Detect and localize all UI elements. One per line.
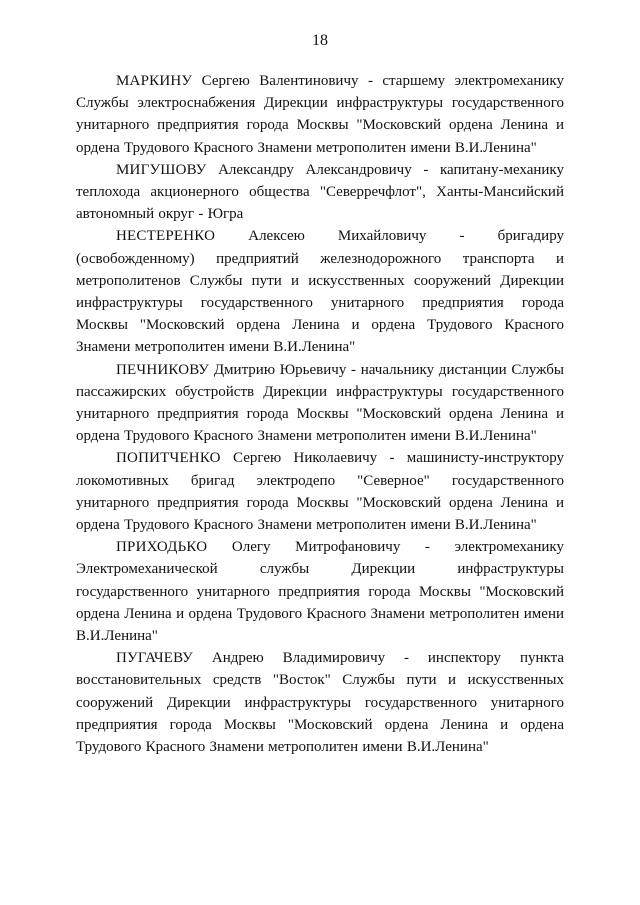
recipient-surname: ПЕЧНИКОВУ: [116, 361, 210, 378]
award-entry-pugachev: [76, 647, 564, 758]
award-entry-popitchenko: [76, 447, 564, 536]
award-entry-markin: [76, 70, 564, 159]
recipient-surname: ПРИХОДЬКО: [116, 539, 208, 556]
recipient-details: Александру Александровичу - капитану-механику теплохода акционерного общества "Северречфлот", Ханты-Мансийский автономный округ - Югра: [76, 161, 564, 223]
recipient-details: Алексею Михайловичу - бригадиру (освобожденному) предприятий железнодорожного транспорта и метрополитенов Службы пути и искусственных сооружений Дирекции инфраструктуры государственного унитарного предприятия города Москвы "Московский ордена Ленина и ордена Трудового Красного Знамени метрополитен имени В.И.Ленина": [76, 228, 565, 356]
award-entry-prikhodko: [76, 536, 564, 647]
recipient-details: Андрею Владимировичу - инспектору пункта восстановительных средств "Восток" Службы пути и искусственных сооружений Дирекции инфраструктуры государственного унитарного предприятия города Москвы "Московский ордена Ленина и ордена Трудового Красного Знамени метрополитен имени В.И.Ленина": [76, 650, 564, 756]
recipient-surname: ПОПИТЧЕНКО: [116, 450, 221, 467]
award-entry-pechnikov: [76, 359, 564, 448]
award-entry-migushov: [76, 159, 564, 226]
recipient-surname: ПУГАЧЕВУ: [116, 650, 193, 667]
recipient-surname: МАРКИНУ: [116, 73, 193, 89]
recipient-details: Дмитрию Юрьевичу - начальнику дистанции Службы пассажирских обустройств Дирекции инфраструктуры государственного унитарного предприятия города Москвы "Московский ордена Ленина и ордена Трудового Красного Знамени метрополитен имени В.И.Ленина": [76, 361, 565, 445]
recipient-surname: МИГУШОВУ: [116, 161, 207, 178]
recipient-details: Сергею Николаевичу - машинисту-инструктору локомотивных бригад электродепо "Северное" государственного унитарного предприятия города Москвы "Московский ордена Ленина и ордена Трудового Красного Знамени метрополитен имени В.И.Ленина": [76, 450, 564, 534]
award-entry-nesterenko: [76, 225, 564, 358]
page-number: 18: [312, 32, 328, 49]
recipient-details: Сергею Валентиновичу - старшему электромеханику Службы электроснабжения Дирекции инфраструктуры государственного унитарного предприятия города Москвы "Московский ордена Ленина и ордена Трудового Красного Знамени метрополитен имени В.И.Ленина": [76, 73, 564, 156]
recipient-surname: НЕСТЕРЕНКО: [116, 228, 216, 245]
document-body: [76, 70, 564, 758]
recipient-details: Олегу Митрофановичу - электромеханику Электромеханической службы Дирекции инфраструктуры государственного унитарного предприятия города Москвы "Московский ордена Ленина и ордена Трудового Красного Знамени метрополитен имени В.И.Ленина": [76, 539, 564, 645]
